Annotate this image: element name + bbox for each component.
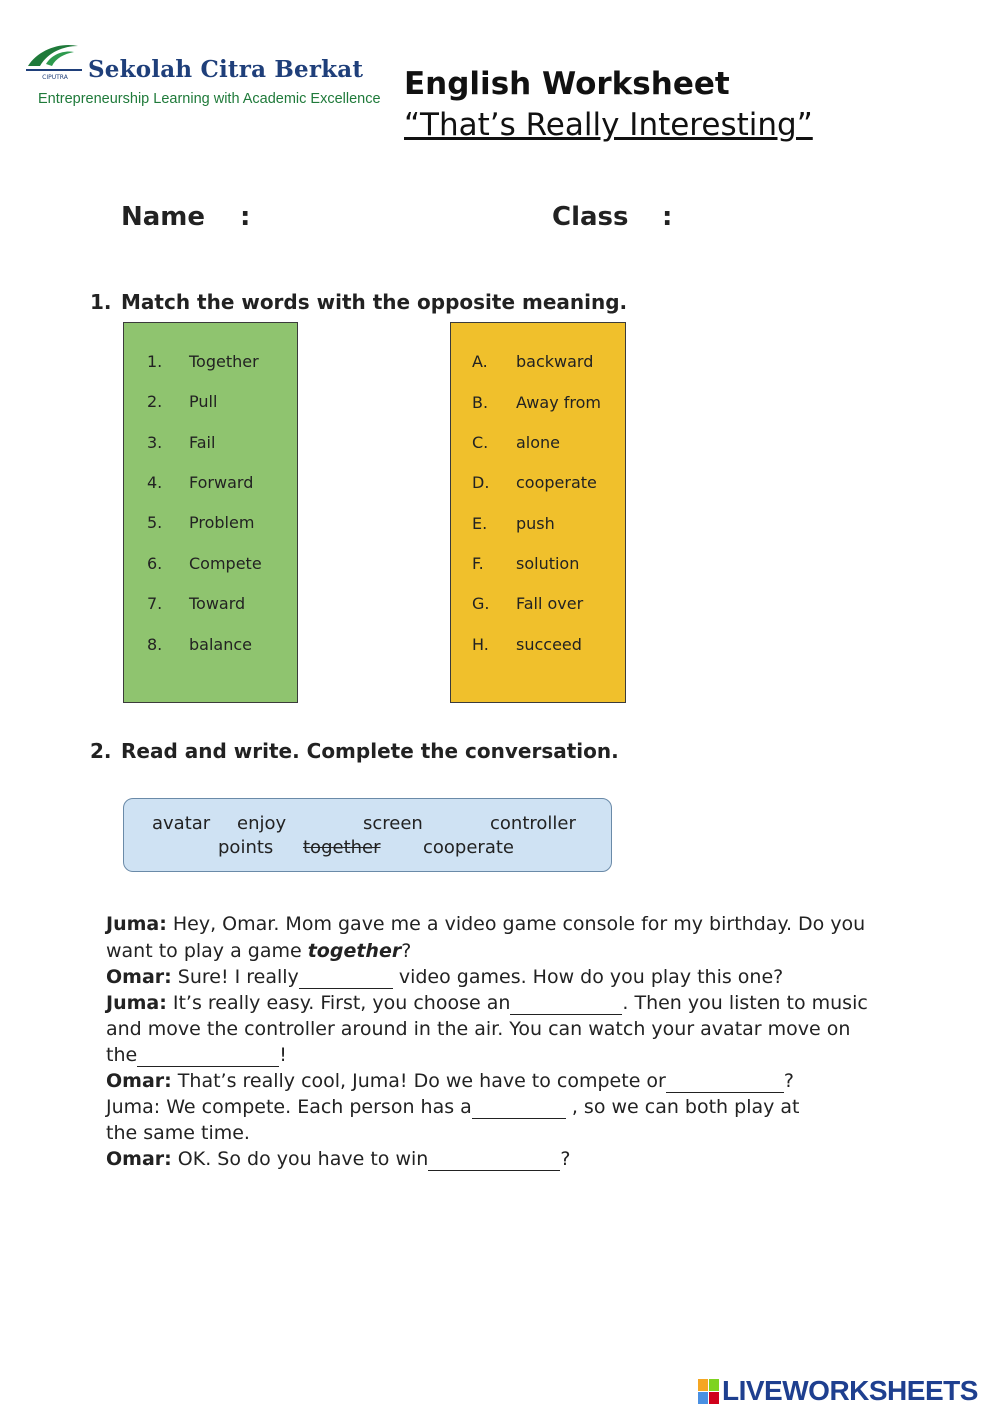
right-item-word: cooperate <box>516 473 597 492</box>
word-bank <box>123 798 612 872</box>
worksheet-subtitle: “That’s Really Interesting” <box>404 107 813 143</box>
left-item-word: Problem <box>189 513 255 532</box>
line-text: ! <box>279 1044 287 1066</box>
line-text: want to play a game <box>106 940 308 962</box>
conversation-line <box>106 911 865 937</box>
left-item-number: 5. <box>147 513 163 532</box>
name-field[interactable] <box>262 204 536 240</box>
line-text: . Then you listen to music <box>622 992 868 1014</box>
school-name: Sekolah Citra Berkat <box>88 56 364 83</box>
left-item-number: 2. <box>147 392 163 411</box>
question-2-text: Read and write. Complete the conversation. <box>121 739 619 763</box>
right-item-letter: C. <box>472 433 489 452</box>
school-tagline: Entrepreneurship Learning with Academic Excellence <box>38 91 381 107</box>
conversation-line <box>106 1094 800 1120</box>
name-colon: : <box>240 202 251 232</box>
right-item-letter: F. <box>472 554 484 573</box>
conversation-line <box>106 990 868 1016</box>
word-bank-item: cooperate <box>423 837 514 858</box>
worksheet-title: English Worksheet <box>404 66 730 102</box>
line-text: Hey, Omar. Mom gave me a video game console for my birthday. Do you <box>166 913 866 935</box>
line-text: the same time. <box>106 1122 250 1144</box>
speaker-label: Omar: <box>106 1148 172 1170</box>
left-item-word: Fail <box>189 433 216 452</box>
line-text: That’s really cool, Juma! Do we have to compete or <box>171 1070 666 1092</box>
word-bank-item: enjoy <box>237 813 287 834</box>
left-item-word: balance <box>189 635 252 654</box>
right-item-letter: E. <box>472 514 488 533</box>
left-item-word: Compete <box>189 554 262 573</box>
class-colon: : <box>662 202 673 232</box>
left-item-number: 6. <box>147 554 163 573</box>
left-item-number: 8. <box>147 635 163 654</box>
line-text: the <box>106 1044 138 1066</box>
word-bank-item: controller <box>490 813 576 834</box>
right-item-letter: G. <box>472 594 490 613</box>
line-text: ? <box>401 940 412 962</box>
class-label: Class <box>552 202 629 232</box>
left-item-word: Toward <box>189 594 246 613</box>
line-text: ? <box>560 1148 571 1170</box>
right-item-word: backward <box>516 352 594 371</box>
question-1-text: Match the words with the opposite meaning. <box>121 290 628 314</box>
left-item-number: 3. <box>147 433 163 452</box>
example-answer: together <box>307 940 402 962</box>
liveworksheets-logo-icon <box>698 1379 720 1405</box>
right-item-word: alone <box>516 433 561 452</box>
speaker-label: Omar: <box>106 966 172 988</box>
right-item-word: Away from <box>516 393 601 412</box>
word-bank-item-used: together <box>303 837 381 858</box>
answer-blank-5[interactable] <box>472 1098 566 1119</box>
answer-blank-4[interactable] <box>666 1072 784 1093</box>
word-bank-item: screen <box>363 813 423 834</box>
answer-blank-6[interactable] <box>428 1150 560 1171</box>
school-logo-icon <box>24 40 86 82</box>
conversation-line <box>106 1146 570 1172</box>
left-item-word: Forward <box>189 473 254 492</box>
answer-blank-3[interactable] <box>137 1046 279 1067</box>
right-item-word: solution <box>516 554 580 573</box>
question-1-number: 1. <box>90 290 112 314</box>
conversation-line <box>106 1042 287 1068</box>
line-text: and move the controller around in the air. You can watch your avatar move on <box>106 1018 851 1040</box>
liveworksheets-brand: LIVEWORKSHEETS <box>722 1375 978 1406</box>
line-text: video games. How do you play this one? <box>392 966 784 988</box>
line-text: OK. So do you have to win <box>171 1148 429 1170</box>
answer-blank-2[interactable] <box>510 994 622 1015</box>
right-item-letter: H. <box>472 635 489 654</box>
conversation-line <box>106 938 411 964</box>
right-item-letter: B. <box>472 393 489 412</box>
left-item-word: Together <box>189 352 259 371</box>
right-item-letter: D. <box>472 473 490 492</box>
speaker-label: Juma: <box>106 913 167 935</box>
right-item-letter: A. <box>472 352 488 371</box>
line-text: It’s really easy. First, you choose an <box>166 992 511 1014</box>
conversation-line <box>106 1120 250 1146</box>
line-text: ? <box>783 1070 794 1092</box>
right-item-word: succeed <box>516 635 582 654</box>
word-bank-item: points <box>218 837 274 858</box>
class-field[interactable] <box>684 204 948 240</box>
conversation-line <box>106 1016 850 1042</box>
line-text: Sure! I really <box>171 966 299 988</box>
right-item-word: Fall over <box>516 594 584 613</box>
right-item-word: push <box>516 514 555 533</box>
line-text: , so we can both play at <box>565 1096 800 1118</box>
left-item-number: 7. <box>147 594 163 613</box>
left-item-word: Pull <box>189 392 218 411</box>
word-bank-item: avatar <box>152 813 211 834</box>
name-label: Name <box>121 202 206 232</box>
left-item-number: 1. <box>147 352 163 371</box>
answer-blank-1[interactable] <box>299 968 393 989</box>
logo-text: CIPUTRA <box>42 74 68 81</box>
left-item-number: 4. <box>147 473 163 492</box>
conversation-line <box>106 964 783 990</box>
conversation-line <box>106 1068 794 1094</box>
speaker-label: Juma: <box>106 992 167 1014</box>
question-2-number: 2. <box>90 739 112 763</box>
speaker-label: Omar: <box>106 1070 172 1092</box>
line-text: Juma: We compete. Each person has a <box>106 1096 472 1118</box>
